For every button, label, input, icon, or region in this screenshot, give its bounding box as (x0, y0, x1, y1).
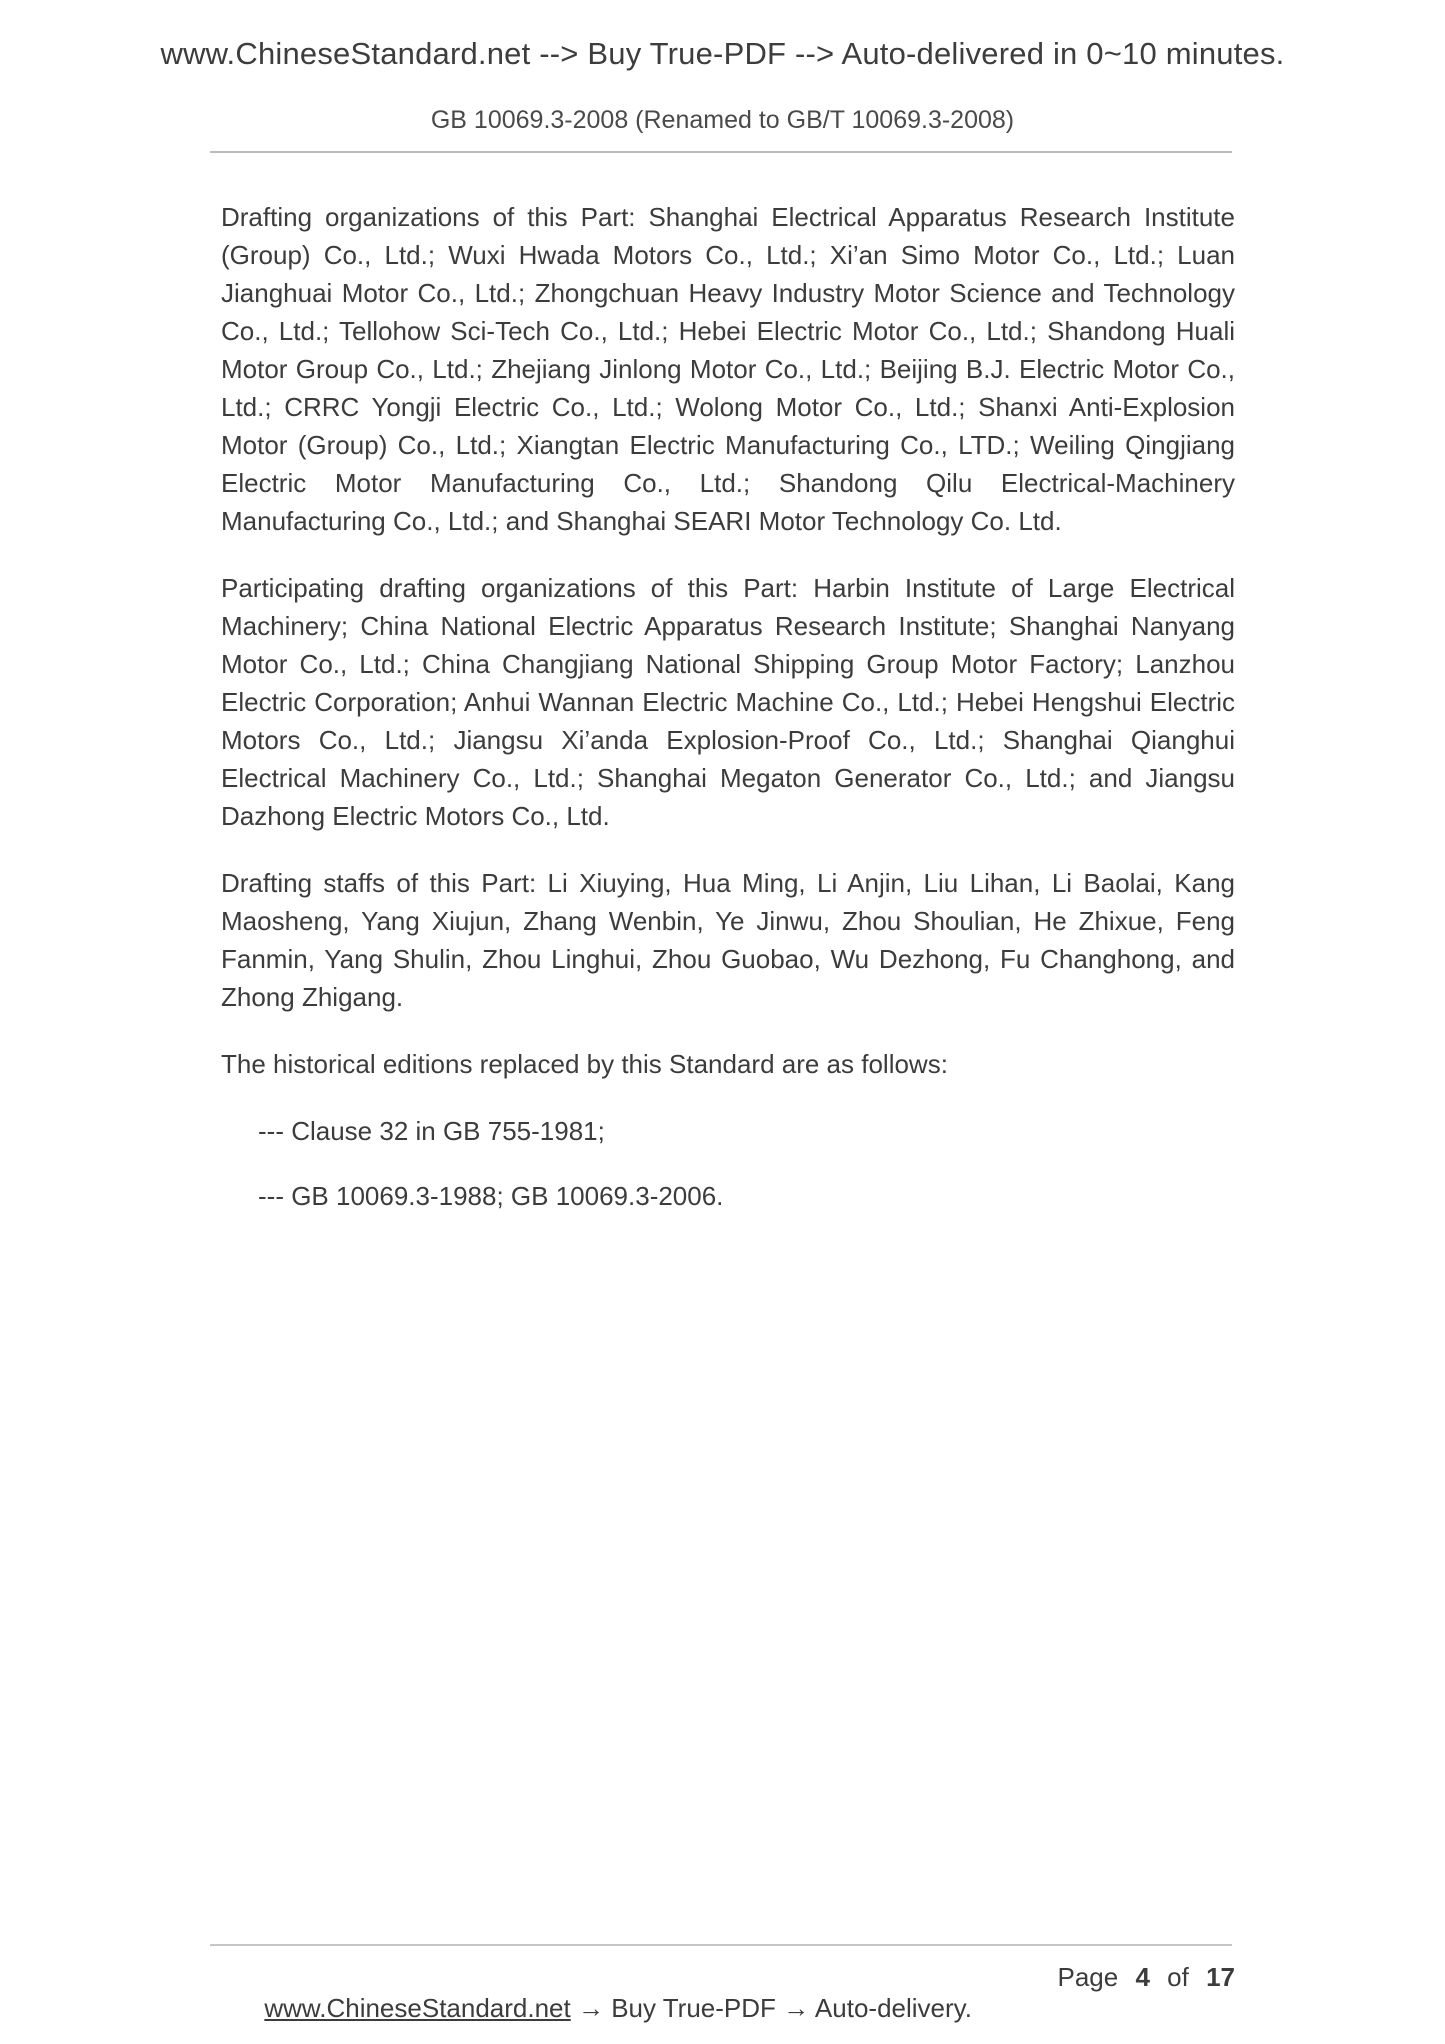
document-body (221, 198, 1235, 1242)
footer-promo-text: → Buy True-PDF → Auto-delivery. (570, 1993, 972, 2023)
footer (221, 1962, 1235, 2044)
page-word: Page (1057, 1962, 1119, 1992)
list-item-gb-editions: --- GB 10069.3-1988; GB 10069.3-2006. (258, 1181, 724, 1211)
page-indicator (1057, 1962, 1235, 1993)
list-item-clause-32: --- Clause 32 in GB 755-1981; (258, 1116, 605, 1146)
footer-promo (221, 1962, 972, 2044)
header-promo-line: www.ChineseStandard.net --> Buy True-PDF --> Auto-delivered in 0~10 minutes. (160, 36, 1285, 71)
page-current: 4 (1135, 1962, 1150, 1992)
paragraph-participating-organizations: Participating drafting organizations of this Part: Harbin Institute of Large Electrical Machinery; China National Electric Apparatus Research Institute; Shanghai Nanyang Motor Co., Ltd.; China Changjiang National Shipping Group Motor Factory; Lanzhou Electric Corporation; Anhui Wannan Electric Machine Co., Ltd.; Hebei Hengshui Electric Motors Co., Ltd.; Jiangsu Xi’anda Explosion-Proof Co., Ltd.; Shanghai Qianghui Electrical Machinery Co., Ltd.; Shanghai Megaton Generator Co., Ltd.; and Jiangsu Dazhong Electric Motors Co., Ltd. (221, 573, 1235, 831)
paragraph-drafting-organizations: Drafting organizations of this Part: Shanghai Electrical Apparatus Research Institute (Group) Co., Ltd.; Wuxi Hwada Motors Co., Ltd.; Xi’an Simo Motor Co., Ltd.; Luan Jianghuai Motor Co., Ltd.; Zhongchuan Heavy Industry Motor Science and Technology Co., Ltd.; Tellohow Sci-Tech Co., Ltd.; Hebei Electric Motor Co., Ltd.; Shandong Huali Motor Group Co., Ltd.; Zhejiang Jinlong Motor Co., Ltd.; Beijing B.J. Electric Motor Co., Ltd.; CRRC Yongji Electric Co., Ltd.; Wolong Motor Co., Ltd.; Shanxi Anti-Explosion Motor (Group) Co., Ltd.; Xiangtan Electric Manufacturing Co., LTD.; Weiling Qingjiang Electric Motor Manufacturing Co., Ltd.; Shandong Qilu Electrical-Machinery Manufacturing Co., Ltd.; and Shanghai SEARI Motor Technology Co. Ltd. (221, 202, 1235, 536)
document-title: GB 10069.3-2008 (Renamed to GB/T 10069.3-2008) (430, 106, 1015, 134)
page-total: 17 (1206, 1962, 1235, 1992)
paragraph-historical-editions: The historical editions replaced by this Standard are as follows: (221, 1049, 948, 1079)
of-word: of (1167, 1962, 1189, 1992)
header-divider (210, 151, 1232, 153)
footer-divider (210, 1944, 1232, 1946)
footer-site-link[interactable]: www.ChineseStandard.net (264, 1993, 571, 2023)
paragraph-drafting-staffs: Drafting staffs of this Part: Li Xiuying, Hua Ming, Li Anjin, Liu Lihan, Li Baolai, Kang Maosheng, Yang Xiujun, Zhang Wenbin, Ye Jinwu, Zhou Shoulian, He Zhixue, Feng Fanmin, Yang Shulin, Zhou Linghui, Zhou Guobao, Wu Dezhong, Fu Changhong, and Zhong Zhigang. (221, 868, 1235, 1012)
